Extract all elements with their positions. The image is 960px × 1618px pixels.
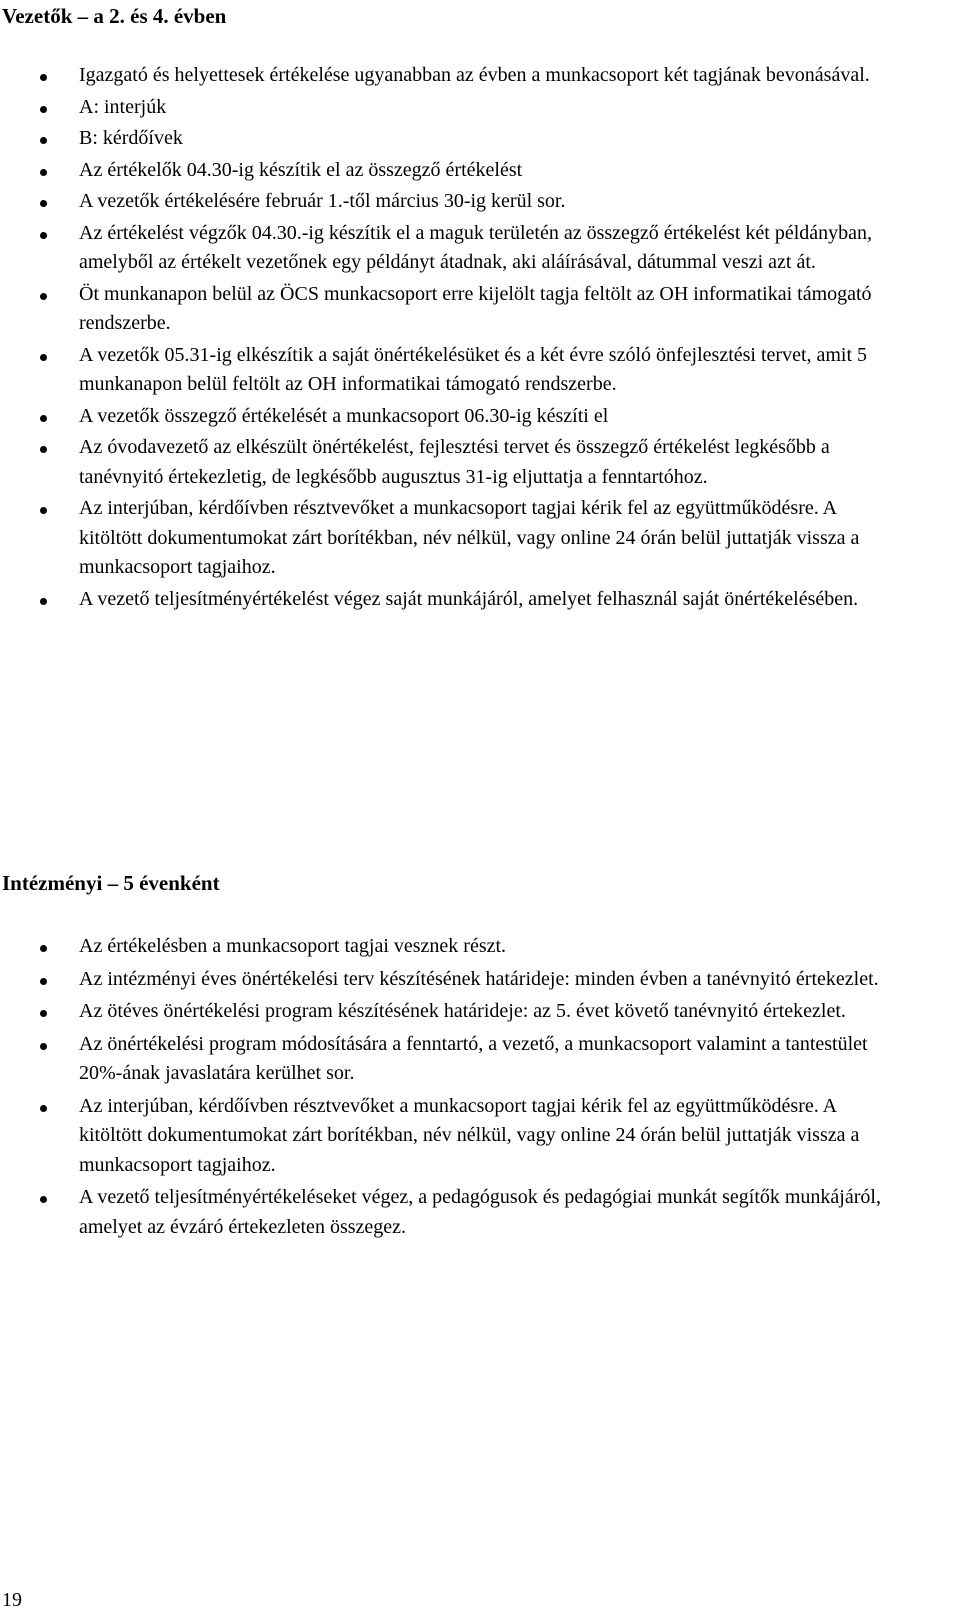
section-heading-leaders: Vezetők – a 2. és 4. évben	[2, 4, 227, 28]
list-item: Az interjúban, kérdőívben résztvevőket a munkacsoport tagjai kérik fel az együttműködésre. A kitöltött dokumentumokat zárt borítékban, név nélkül, vagy online 24 órán belül juttatják vissza a munkacsoport tagjaihoz.	[0, 1092, 900, 1181]
bullet-icon	[40, 74, 47, 81]
bullet-icon	[40, 169, 47, 176]
bullet-icon	[40, 446, 47, 453]
bullet-icon	[40, 137, 47, 144]
bullet-icon	[40, 106, 47, 113]
bullet-icon	[40, 507, 47, 514]
list-item: Az óvodavezető az elkészült önértékelést, fejlesztési tervet és összegző értékelést legkésőbb a tanévnyitó értekezletig, de legkésőbb augusztus 31-ig eljuttatja a fenntartóhoz.	[0, 433, 900, 492]
bullet-icon	[40, 1010, 47, 1017]
bullet-icon	[40, 978, 47, 985]
section-heading-institutional: Intézményi – 5 évenként	[2, 871, 220, 895]
bullet-icon	[40, 415, 47, 422]
bullet-icon	[40, 232, 47, 239]
list-item: Az értékelést végzők 04.30.-ig készítik el a maguk területén az összegző értékelést két példányban, amelyből az értékelt vezetőnek egy példányt átadnak, aki aláírásával, dátummal veszi azt át.	[0, 219, 900, 278]
bullet-icon	[40, 1105, 47, 1112]
institutional-bullet-list	[0, 932, 900, 1245]
list-item: Öt munkanapon belül az ÖCS munkacsoport erre kijelölt tagja feltölt az OH informatikai támogató rendszerbe.	[0, 280, 900, 339]
leaders-bullet-list	[0, 61, 900, 616]
list-item: A vezető teljesítményértékelést végez saját munkájáról, amelyet felhasznál saját önértékelésében.	[0, 585, 900, 615]
list-item: Az önértékelési program módosítására a fenntartó, a vezető, a munkacsoport valamint a tantestület 20%-ának javaslatára kerülhet sor.	[0, 1030, 900, 1089]
page-number: 19	[2, 1589, 22, 1611]
bullet-icon	[40, 200, 47, 207]
list-item: A vezető teljesítményértékeléseket végez, a pedagógusok és pedagógiai munkát segítők munkájáról, amelyet az évzáró értekezleten összegez.	[0, 1183, 900, 1242]
bullet-icon	[40, 1043, 47, 1050]
bullet-icon	[40, 945, 47, 952]
bullet-icon	[40, 354, 47, 361]
list-item: A vezetők 05.31-ig elkészítik a saját önértékelésüket és a két évre szóló önfejlesztési tervet, amit 5 munkanapon belül feltölt az OH informatikai támogató rendszerbe.	[0, 341, 900, 400]
list-item: Az értékelésben a munkacsoport tagjai vesznek részt.	[0, 932, 900, 962]
list-item: Igazgató és helyettesek értékelése ugyanabban az évben a munkacsoport két tagjának bevonásával.	[0, 61, 900, 91]
list-item: Az értékelők 04.30-ig készítik el az összegző értékelést	[0, 156, 900, 186]
bullet-icon	[40, 598, 47, 605]
list-item: A vezetők értékelésére február 1.-től március 30-ig kerül sor.	[0, 187, 900, 217]
list-item: B: kérdőívek	[0, 124, 900, 154]
bullet-icon	[40, 293, 47, 300]
list-item: Az intézményi éves önértékelési terv készítésének határideje: minden évben a tanévnyitó értekezlet.	[0, 965, 900, 995]
list-item: A vezetők összegző értékelését a munkacsoport 06.30-ig készíti el	[0, 402, 900, 432]
list-item: Az interjúban, kérdőívben résztvevőket a munkacsoport tagjai kérik fel az együttműködésre. A kitöltött dokumentumokat zárt borítékban, név nélkül, vagy online 24 órán belül juttatják vissza a munkacsoport tagjaihoz.	[0, 494, 900, 583]
list-item: Az ötéves önértékelési program készítésének határideje: az 5. évet követő tanévnyitó értekezlet.	[0, 997, 900, 1027]
bullet-icon	[40, 1196, 47, 1203]
list-item: A: interjúk	[0, 93, 900, 123]
